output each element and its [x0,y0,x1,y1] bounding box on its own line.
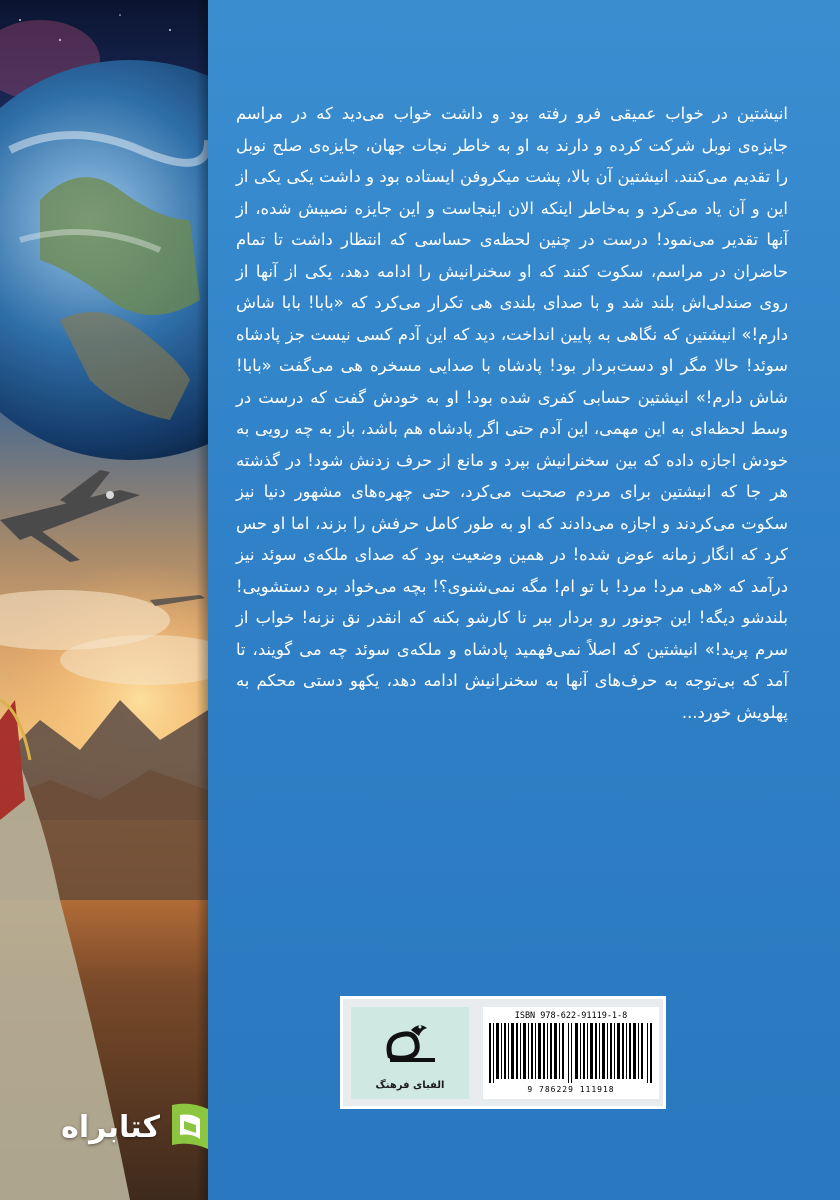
publisher-bird-icon [375,1016,445,1078]
ketabrah-book-icon [166,1101,214,1153]
isbn-barcode [483,1007,659,1099]
blurb-text-block [236,98,788,728]
publisher-logo [351,1007,469,1099]
blurb-paragraph: انیشتین در خواب عمیقی فرو رفته بود و داشت خواب می‌دید که در مراسم جایزه‌ی نوبل شرکت کرده و دارند به او به خاطر نجات جهان، جایزه‌ی صلح نوبل را تقدیم می‌کنند. انیشتین آن بالا، پشت میکروفن ایستاده بود و داشت یکی یکی از این و آن یاد می‌کرد و به‌خاطر اینکه الان اینجاست و این جایزه نصیبش شده، از آنها تقدیر می‌نمود! درست در چنین لحظه‌ی حساسی که انتظار داشت تا تمام حاضران در مراسم، سکوت کنند که او سخنرانیش را ادامه دهد، یکی از آنها از روی صندلی‌اش بلند شد و با صدای بلندی هی تکرار می‌کرد که «بابا! بابا شاش دارم!» انیشتین که نگاهی به پایین انداخت، دید که این آدم کسی نیست جز پادشاه سوئد! حالا مگر او دست‌بردار بود! پادشاه با صدایی مسخره هی می‌گفت «بابا! شاش دارم!» انیشتین حسابی کفری شده بود! او به خودش گفت که درست در وسط لحظه‌ای به این مهمی، این آدم حتی اگر پادشاه هم باشد، باز به چه رویی به خودش اجازه داده که بین سخنرانیش بپرد و مانع از حرف زدنش شود! در گذشته هر جا که انیشتین برای مردم صحبت می‌کرد، حتی چهره‌های مشهور دنیا نیز سکوت می‌کردند و اجازه می‌دادند که او به طور کامل حرفش را بزند، اما او حس کرد که انگار زمانه عوض شده! در همین وضعیت بود که صدای ملکه‌ی سوئد نیز درآمد که «هی مرد! مرد! با تو ام! مگه نمی‌شنوی؟! بچه می‌خواد بره دستشویی! بلندشو دیگه! این جونور رو بردار ببر تا کارشو بکنه که انقدر نق نزنه! خواب از سرم پرید!» انیشتین که اصلاً نمی‌فهمید پادشاه و ملکه‌ی سوئد چه می گویند، تا آمد که بی‌توجه به حرف‌های آنها به سخنرانیش ادامه دهد، یکهو دستی محکم به پهلویش خورد... [236,104,788,722]
airplane-illustration [0,470,140,562]
barcode-digits: 9 786229 111918 [527,1085,615,1094]
barcode-bars [489,1023,653,1083]
cover-illustration [0,0,208,1200]
ketabrah-logo [24,1092,214,1162]
barcode-box [340,996,666,1109]
ketabrah-logo-text: کتابراه [61,1109,160,1145]
illustration-art [0,0,208,1200]
publisher-name: الفبای فرهنگ [375,1079,445,1091]
isbn-label: ISBN 978-622-91119-1-8 [514,1011,628,1021]
